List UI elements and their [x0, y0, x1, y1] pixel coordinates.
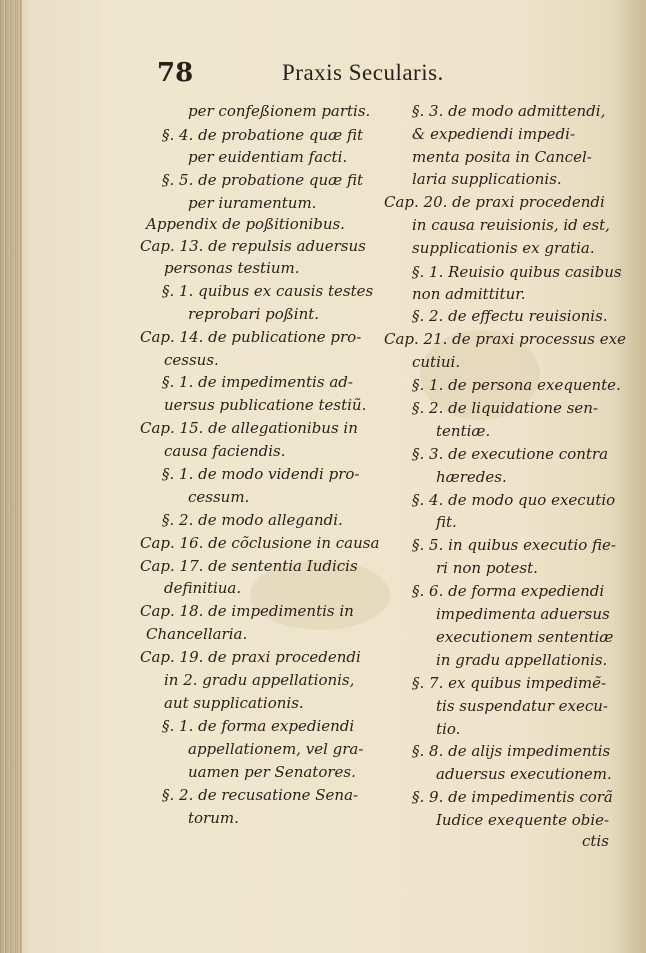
toc-right-line: impedimenta aduersus	[436, 605, 610, 623]
toc-left-line: torum.	[188, 809, 239, 827]
toc-left-line: per iuramentum.	[188, 194, 317, 212]
toc-left-line: uersus publicatione testiũ.	[164, 396, 367, 414]
toc-left-line: cessum.	[188, 488, 250, 506]
toc-left-line: reprobari poßint.	[188, 305, 320, 323]
toc-right-line: §. 9. de impedimentis corã	[412, 788, 613, 806]
toc-right-line: non admittitur.	[412, 285, 526, 303]
toc-left-line: §. 1. de forma expediendi	[162, 717, 355, 735]
toc-right-line: & expediendi impedi-	[412, 125, 576, 143]
toc-left-line: §. 1. de impedimentis ad-	[162, 373, 353, 391]
toc-left-line: per euidentiam facti.	[188, 148, 348, 166]
toc-left-line: aut supplicationis.	[164, 694, 304, 712]
running-head	[0, 52, 646, 92]
toc-left-line: Cap. 13. de repulsis aduersus	[140, 237, 366, 255]
toc-right-line: Cap. 20. de praxi procedendi	[384, 193, 605, 211]
toc-right-line: supplicationis ex gratia.	[412, 239, 595, 257]
toc-left-line: §. 5. de probatione quæ fit	[162, 171, 364, 189]
toc-right-line: laria supplicationis.	[412, 170, 562, 188]
toc-left-line: uamen per Senatores.	[188, 763, 356, 781]
toc-right-line: §. 5. in quibus executio fie-	[412, 536, 616, 554]
toc-right-line: §. 7. ex quibus impedimẽ-	[412, 674, 607, 692]
toc-left-line: Cap. 14. de publicatione pro-	[140, 328, 362, 346]
toc-right-line: tis suspendatur execu-	[436, 697, 609, 715]
toc-left-line: in 2. gradu appellationis,	[164, 671, 355, 689]
toc-left-line: appellationem, vel gra-	[188, 740, 364, 758]
toc-left-line: Appendix de poßitionibus.	[146, 215, 345, 233]
toc-right-line: §. 1. Reuisio quibus casibus	[412, 263, 622, 281]
toc-right-line: §. 3. de executione contra	[412, 445, 609, 463]
toc-right-line: §. 2. de liquidatione sen-	[412, 399, 599, 417]
toc-right-line: executionem sententiæ	[436, 628, 614, 646]
toc-right-line: Iudice exequente obie-	[436, 811, 610, 829]
toc-right-line: §. 8. de alijs impedimentis	[412, 742, 611, 760]
toc-left-line: cessus.	[164, 351, 219, 369]
toc-right-line: tentiæ.	[436, 422, 491, 440]
toc-right-line: Cap. 21. de praxi processus exe	[384, 330, 626, 348]
toc-left-line: per confeßionem partis.	[188, 102, 371, 120]
toc-left-line: definitiua.	[164, 579, 242, 597]
toc-left-line: Cap. 15. de allegationibus in	[140, 419, 358, 437]
toc-left-line: Cap. 19. de praxi procedendi	[140, 648, 361, 666]
toc-right-line: aduersus executionem.	[436, 765, 612, 783]
toc-left-line: personas testium.	[164, 259, 300, 277]
toc-left-line: §. 1. quibus ex causis testes	[162, 282, 374, 300]
toc-left-line: Cap. 17. de sententia Iudicis	[140, 557, 358, 575]
toc-right-line: ctis	[582, 832, 609, 850]
toc-left-line: §. 2. de recusatione Sena-	[162, 786, 359, 804]
page-edge	[0, 0, 22, 953]
toc-right-line: cutiui.	[412, 353, 461, 371]
toc-right-line: in gradu appellationis.	[436, 651, 608, 669]
toc-right-line: menta posita in Cancel-	[412, 148, 592, 166]
toc-right-line: fit.	[436, 513, 457, 531]
toc-right-line: tio.	[436, 720, 461, 738]
toc-right-line: §. 4. de modo quo executio	[412, 491, 616, 509]
page-number: 78	[157, 58, 194, 88]
toc-right-line: ri non potest.	[436, 559, 538, 577]
toc-left-line: Cap. 16. de cõclusione in causa	[140, 534, 380, 552]
toc-left-line: Cap. 18. de impedimentis in	[140, 602, 354, 620]
toc-left-line: causa faciendis.	[164, 442, 286, 460]
toc-right-line: §. 6. de forma expediendi	[412, 582, 605, 600]
toc-left-line: §. 4. de probatione quæ fit	[162, 126, 364, 144]
toc-right-line: in causa reuisionis, id est,	[412, 216, 610, 234]
toc-right-line: §. 3. de modo admittendi,	[412, 102, 606, 120]
toc-left-line: §. 2. de modo allegandi.	[162, 511, 343, 529]
toc-right-line: hæredes.	[436, 468, 507, 486]
toc-left-line: Chancellaria.	[146, 625, 248, 643]
toc-left-line: §. 1. de modo videndi pro-	[162, 465, 360, 483]
toc-right-line: §. 1. de persona exequente.	[412, 376, 621, 394]
running-title: Praxis Secularis.	[282, 60, 444, 85]
toc-right-line: §. 2. de effectu reuisionis.	[412, 307, 608, 325]
